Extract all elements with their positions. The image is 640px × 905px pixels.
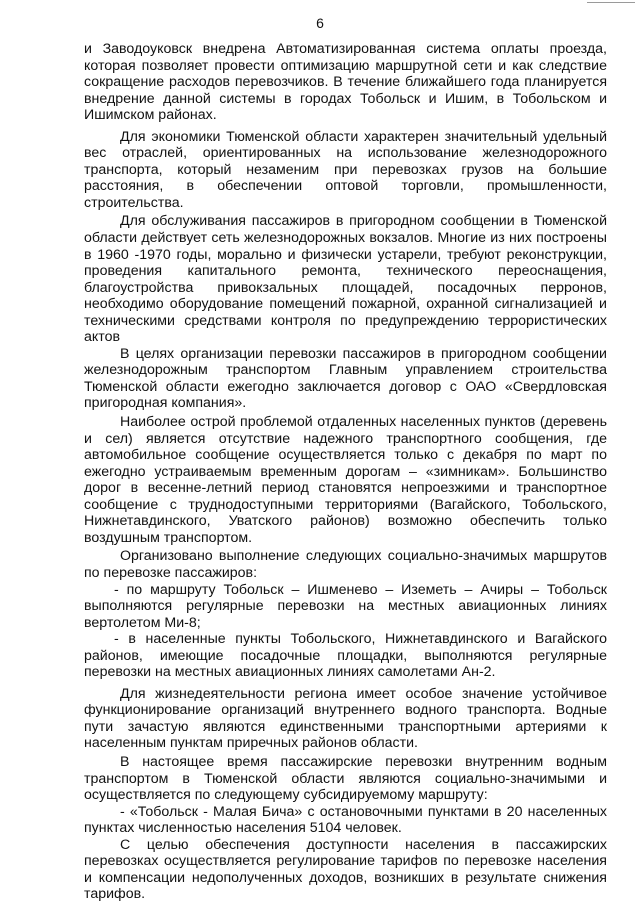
paragraph-tariff-regulation: С целью обеспечения доступности населения в пассажирских перевозках осуществляется регулирование тарифов по перевозке населения и компенсации недополученных доходов, возникших в результате снижения тарифов. [84, 836, 607, 903]
document-body [84, 41, 607, 903]
paragraph-railway-economy: Для экономики Тюменской области характерен значительный удельный вес отраслей, ориентированных на использование железнодорожного транспорта, который незаменим при перевозках грузов на большие расстояния, в обеспечении оптовой торговли, промышленности, строительства. [84, 128, 607, 211]
paragraph-railway-stations: Для обслуживания пассажиров в пригородном сообщении в Тюменской области действует сеть железнодорожных вокзалов. Многие из них построены в 1960 -1970 годы, морально и физически устарели, требуют реконструкции, проведения капитального ремонта, технического переоснащения, благоустройства привокзальных площадей, посадочных перронов, необходимо оборудование помещений пожарной, охранной сигнализацией и техническими средствами контроля по предупреждению террористических актов [84, 213, 607, 346]
page-number: 6 [316, 15, 324, 31]
paragraph-suburban-contract: В целях организации перевозки пассажиров в пригородном сообщении железнодорожным транспортом Главным управлением строительства Тюменской области ежегодно заключается договор с ОАО «Свердловская пригородная компания». [84, 345, 607, 412]
list-item-airplane-route: - в населенные пункты Тобольского, Нижнетавдинского и Вагайского районов, имеющие посадочные площадки, выполняются регулярные перевозки на местных авиационных линиях самолетами Ан-2. [84, 631, 607, 681]
paragraph-payment-system: и Заводоуковск внедрена Автоматизированная система оплаты проезда, которая позволяет провести оптимизацию маршрутной сети и как следствие сокращение расходов перевозчиков. В течение ближайшего года планируется внедрение данной системы в городах Тобольск и Ишим, в Тобольском и Ишимском районах. [84, 41, 607, 124]
paragraph-social-routes: Организовано выполнение следующих социально-значимых маршрутов по перевозке пассажиров: [84, 548, 607, 581]
list-item-helicopter-route: - по маршруту Тобольск – Ишменево – Иземеть – Ачиры – Тобольск выполняются регулярные перевозки на местных авиационных линиях вертолетом Ми-8; [84, 581, 607, 631]
list-item-river-route: - «Тобольск - Малая Бича» с остановочными пунктами в 20 населенных пунктах численностью населения 5104 человек. [84, 803, 607, 837]
paragraph-water-transport: Для жизнедеятельности региона имеет особое значение устойчивое функционирование организаций внутреннего водного транспорта. Водные пути зачастую являются единственными транспортными артериями к населенным пунктам приречных районов области. [84, 685, 607, 752]
paragraph-river-passenger: В настоящее время пассажирские перевозки внутренним водным транспортом в Тюменской области являются социально-значимыми и осуществляется по следующему субсидируемому маршруту: [84, 753, 607, 804]
paragraph-remote-settlements: Наиболее острой проблемой отдаленных населенных пунктов (деревень и сел) является отсутствие надежного транспортного сообщения, где автомобильное сообщение осуществляется только с декабря по март по ежегодно устраиваемым временным дорогам – «зимникам». Большинство дорог в весенне-летний период становятся непроезжими и транспортное сообщение с труднодоступными территориями (Вагайского, Тобольского, Нижнетавдинского, Уватского районов) возможно обеспечить только воздушным транспортом. [84, 414, 607, 546]
page-corner-line [587, 2, 635, 3]
